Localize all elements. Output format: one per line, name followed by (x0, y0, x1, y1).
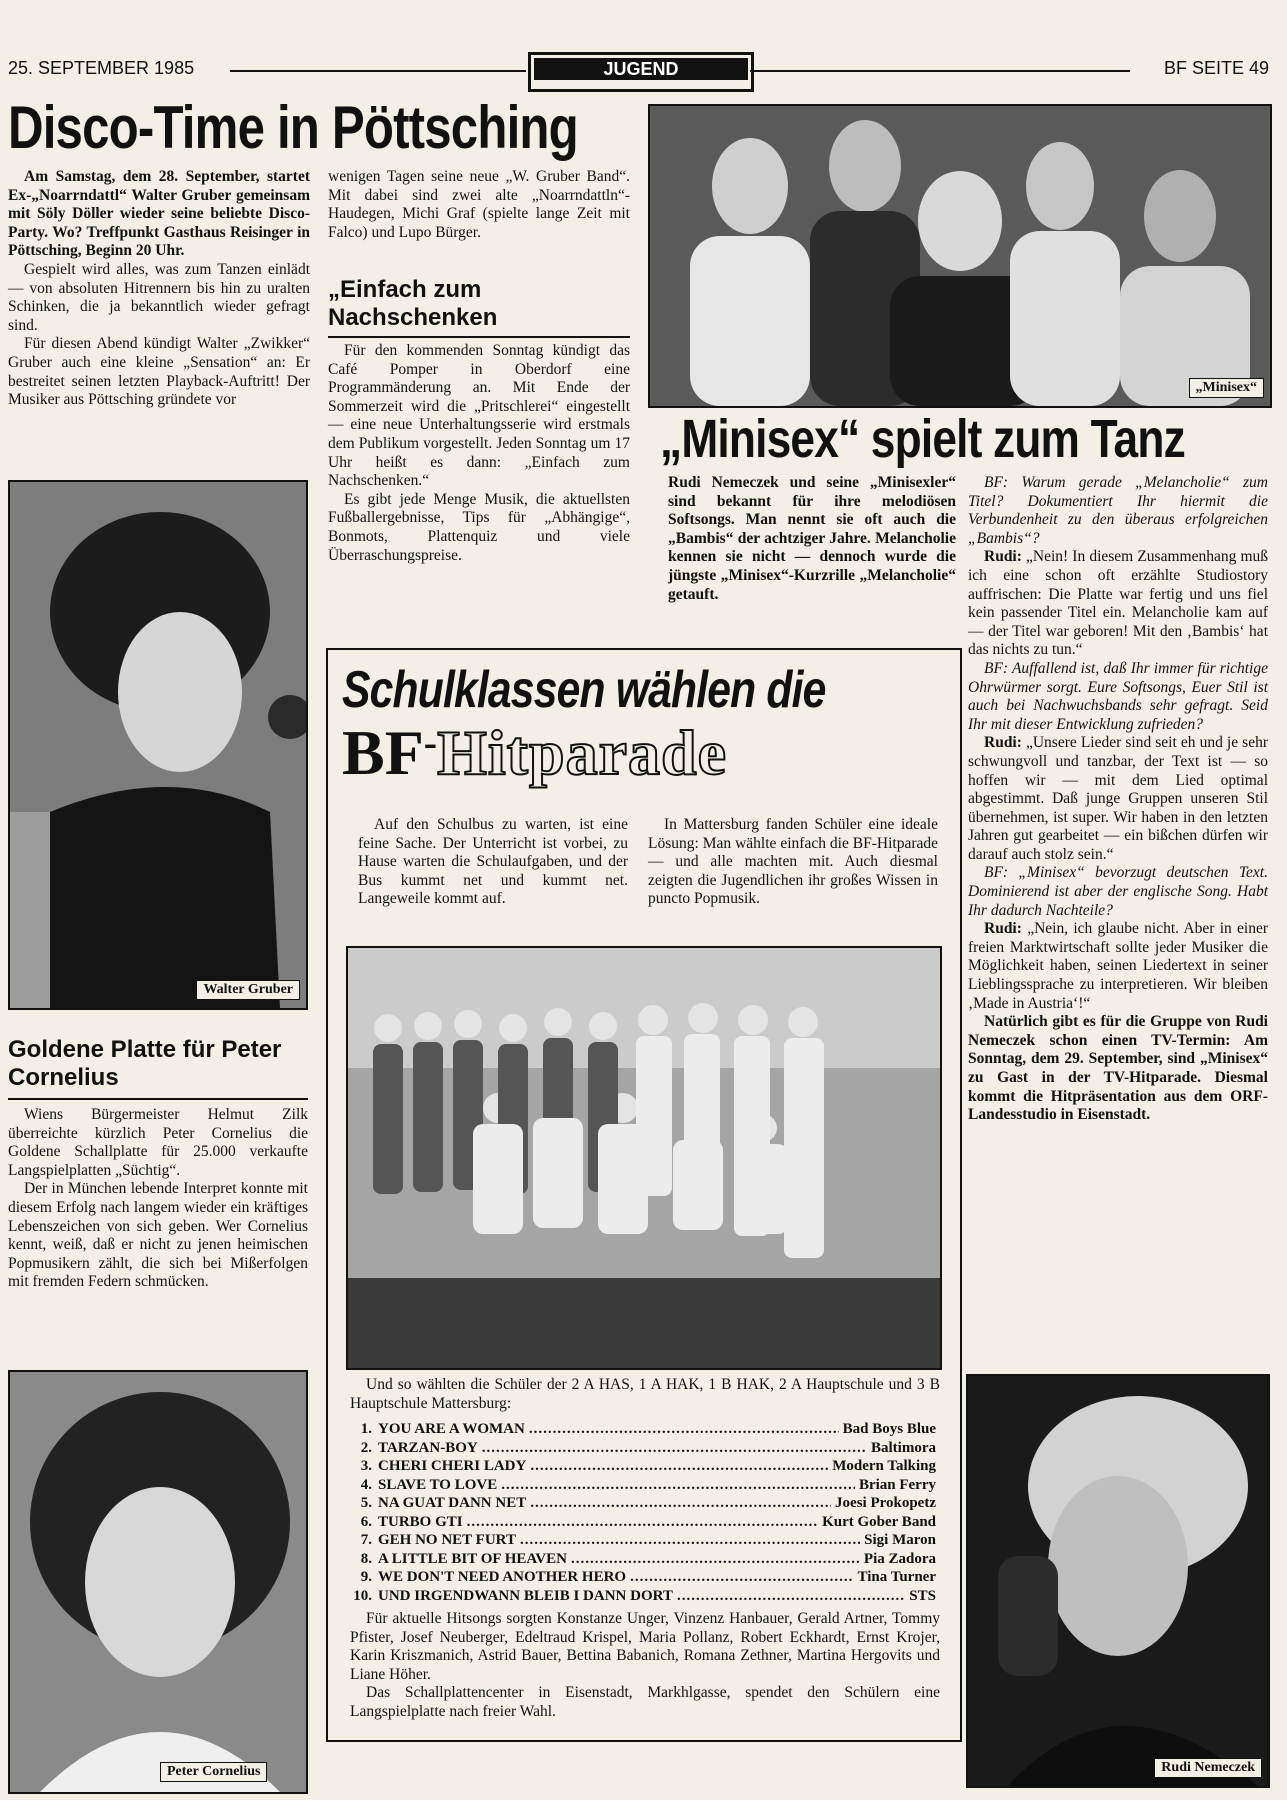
chart-artist: Pia Zadora (863, 1550, 936, 1567)
bf-logo-dash: - (423, 720, 438, 765)
chart-entry (350, 1420, 936, 1439)
peter-cornelius-caption: Peter Cornelius (160, 1762, 267, 1782)
hitparade-intro-col1 (358, 816, 628, 909)
interview-question-2: BF: Auffallend ist, daß Ihr immer für richtige Ohrwürmer sorgt. Eure Softsongs, Euer Stil ist auch bei Nachwuchsbands sehr gefragt. Seid Ihr mit dieser Entwicklung zufrieden? (968, 659, 1268, 733)
rudi-nemeczek-photo (966, 1374, 1270, 1788)
chart-artist: Kurt Gober Band (822, 1513, 936, 1530)
page-number: BF SEITE 49 (1163, 58, 1269, 78)
hitparade-credits: Für aktuelle Hitsongs sorgten Konstanze Unger, Vinzenz Hanbauer, Gerald Artner, Tommy Pfister, Josef Neuberger, Edeltraud Krispel, Maria Pollanz, Robert Eckhardt, Ernst Krojer, Karin Kriszmanich, Astrid Bauer, Bettina Babanich, Romana Zethner, Martina Hergovits und Liane Höher. (350, 1610, 940, 1683)
chart-rank: 10. (353, 1587, 372, 1604)
minisex-lead-column (668, 474, 956, 604)
chart-rank: 6. (360, 1513, 372, 1530)
chart-leader-dots (571, 1550, 860, 1569)
chart-artist: Sigi Maron (864, 1532, 936, 1548)
chart-rank: 9. (360, 1569, 372, 1585)
chart-rank: 5. (360, 1495, 372, 1511)
chart-entry (350, 1476, 936, 1495)
interview-question-1: BF: Warum gerade „Melancholie“ zum Titel? Dokumentiert Ihr hiermit die Verbundenheit zu den überaus erfolgreichen „Bambis“? (968, 474, 1268, 547)
chart-artist: Brian Ferry (858, 1476, 936, 1493)
chart-song-title: TURBO GTI (378, 1513, 463, 1530)
chart-entry (350, 1587, 936, 1606)
issue-date: 25. SEPTEMBER 1985 (8, 58, 195, 78)
chart-song-title: NA GUAT DANN NET (378, 1495, 527, 1511)
hitparade-sponsor: Das Schallplattencenter in Eisenstadt, Markhlgasse, spendet den Schülern eine Langspielplatte nach freier Wahl. (350, 1684, 940, 1720)
interview-answer-3: „Nein, ich glaube nicht. Aber in einer freien Marktwirtschaft sollte jeder Musiker die Möglichkeit haben, seinen Liedertext in seiner Lieblingssprache zu interpretieren. Wir bleiben ‚Made in Austria‘!“ (968, 920, 1269, 1012)
chart-artist: Tina Turner (857, 1569, 936, 1585)
cornelius-paragraph-1: Wiens Bürgermeister Helmut Zilk überreichte kürzlich Peter Cornelius die Goldene Schallplatte für 25.000 verkaufte Langspielplatten „Süchtig“. (8, 1106, 308, 1179)
band-silhouettes (650, 106, 1270, 406)
chart-rank: 3. (360, 1458, 372, 1474)
hitparade-box (326, 648, 962, 1742)
chart-entry (350, 1494, 936, 1513)
interview-answer-2: „Unsere Lieder sind seit eh und je sehr schwungvoll und tanzbar, der Text ist — so hoffen wir — mit dem Lied optimal abgestimmt. Daß junge Gruppen unseren Stil übernehmen, ist super. Wir haben in den letzten Jahren gut gearbeitet — ein bißchen dürfen wir darauf auch stolz sein.“ (968, 734, 1268, 863)
interview-speaker: Rudi: (984, 548, 1022, 566)
chart-song-title: YOU ARE A WOMAN (378, 1421, 525, 1437)
singer-silhouette (10, 482, 306, 1008)
hitparade-chart (350, 1420, 936, 1605)
chart-leader-dots (482, 1439, 867, 1458)
chart-entry (350, 1457, 936, 1476)
rudi-nemeczek-caption: Rudi Nemeczek (1154, 1758, 1262, 1778)
chart-artist: STS (909, 1587, 936, 1604)
pomper-article (328, 342, 630, 565)
chart-rank: 4. (360, 1476, 372, 1493)
chart-song-title: WE DON'T NEED ANOTHER HERO (378, 1569, 627, 1585)
pomper-paragraph-1: Für den kommenden Sonntag kündigt das Café Pomper in Oberdorf eine Programmänderung an. Mit Ende der Sommerzeit wird die „Pritschlerei“ eingestellt — eine neue Unterhaltungsserie wird erstmals dem Publikum vorgestellt. Jeden Sonntag um 17 Uhr heißt es dann: „Einfach zum Nachschenken.“ (328, 342, 630, 490)
interview-speaker: Rudi: (984, 920, 1022, 938)
bf-logo-text: BF (342, 717, 424, 788)
chart-leader-dots (520, 1531, 860, 1550)
portrait-silhouette (10, 1372, 306, 1792)
chart-leader-dots (467, 1513, 818, 1532)
disco-paragraph-3: wenigen Tagen seine neue „W. Gruber Band“. Mit dabei sind zwei alte „Noarrndattln“-Haudegen, Michi Graf (spielte lange Zeit mit Falco) und Lupo Bürger. (328, 168, 630, 241)
hitparade-intro-col2 (648, 816, 938, 909)
header-rule-left (230, 70, 526, 72)
school-class-photo (346, 946, 942, 1370)
chart-rank: 8. (360, 1550, 372, 1567)
chart-song-title: GEH NO NET FURT (378, 1532, 516, 1548)
minisex-band-photo (648, 104, 1272, 408)
walter-gruber-photo (8, 480, 308, 1010)
interview-question-3: BF: „Minisex“ bevorzugt deutschen Text. Dominierend ist aber der englische Song. Habt Ihr dadurch Nachteile? (968, 864, 1268, 919)
chart-song-title: CHERI CHERI LADY (378, 1458, 527, 1474)
hitparade-text-2: In Mattersburg fanden Schüler eine ideale Lösung: Man wählte einfach die BF-Hitparade — und alle machten mit. Auch diesmal zeigten die Jugendlichen ihr großes Wissen in puncto Popmusik. (648, 816, 938, 908)
header-rule-right (750, 70, 1130, 72)
section-label: JUGEND (528, 52, 754, 92)
cornelius-headline: Goldene Platte für Peter Cornelius (8, 1036, 282, 1091)
cornelius-article (8, 1106, 308, 1292)
cornelius-paragraph-2: Der in München lebende Interpret konnte mit diesem Erfolg nach langem wieder ein kräftiges Lebenszeichen von sich geben. Wer Cornelius kennt, weiß, daß er nicht zu jenen heimischen Popmusikern zählt, die sich bei Mißerfolgen mit fremden Federn schmücken. (8, 1180, 308, 1291)
minisex-photo-caption: „Minisex“ (1189, 378, 1264, 398)
page-header (0, 52, 1287, 92)
chart-leader-dots (501, 1476, 855, 1495)
hitparade-headline: Schulklassen wählen die (342, 661, 826, 719)
singer-portrait (968, 1376, 1268, 1786)
chart-rank: 7. (360, 1532, 372, 1548)
disco-article-col2 (328, 168, 630, 242)
chart-leader-dots (677, 1587, 905, 1606)
cornelius-rule (8, 1098, 308, 1100)
chart-rank: 1. (360, 1421, 372, 1437)
chart-leader-dots (530, 1457, 828, 1476)
chart-entry (350, 1439, 936, 1458)
minisex-headline: „Minisex“ spielt zum Tanz (660, 409, 1185, 469)
disco-lead: Am Samstag, dem 28. September, startet Ex-„Noarrndattl“ Walter Gruber gemeinsam mit Söly Döller wieder seine beliebte Disco-Party. Wo? Treffpunkt Gasthaus Reisinger in Pöttsching, Beginn 20 Uhr. (8, 168, 310, 260)
minisex-lead: Rudi Nemeczek und seine „Minisexler“ sind bekannt für ihre melodiösen Softsongs. Man nennt sie oft auch die „Bambis“ der achtziger Jahre. Melancholie kennen sie nicht — dennoch wurde die jüngste „Minisex“-Kurzrille „Melancholie“ getauft. (668, 474, 956, 603)
walter-gruber-caption: Walter Gruber (196, 980, 300, 1000)
chart-song-title: A LITTLE BIT OF HEAVEN (378, 1550, 567, 1567)
hitparade-credits-block (350, 1610, 940, 1722)
interview-speaker: Rudi: (984, 734, 1022, 752)
disco-article-col1 (8, 168, 310, 410)
chart-artist: Bad Boys Blue (842, 1421, 936, 1437)
hitparade-logo (342, 716, 727, 790)
hitparade-logo-text: Hitparade (437, 717, 727, 788)
interview-answer-1: „Nein! In diesem Zusammenhang muß ich eine schon oft erzählte Studiostory auffrischen: Die Platte war fertig und uns fiel kein passender Titel ein. Melancholie kam auf — der Titel war geboren! Mit den ‚Bambis‘ hat das nichts zu tun.“ (968, 548, 1268, 659)
chart-artist: Modern Talking (832, 1458, 936, 1474)
chart-leader-dots (529, 1420, 839, 1439)
chart-song-title: SLAVE TO LOVE (378, 1476, 498, 1493)
pomper-headline: „Einfach zum Nachschenken (328, 276, 498, 331)
minisex-closing: Natürlich gibt es für die Gruppe von Rudi Nemeczek schon einen TV-Termin: Am Sonntag, dem 29. September, sind „Minisex“ zu Gast in der TV-Hitparade. Diesmal kommt die Hitpräsentation aus dem ORF-Landesstudio in Eisenstadt. (968, 1013, 1268, 1124)
hitparade-classes: Und so wählten die Schüler der 2 A HAS, 1 A HAK, 1 B HAK, 2 A Hauptschule und 3 B Hauptschule Mattersburg: (350, 1376, 940, 1412)
disco-paragraph-1: Gespielt wird alles, was zum Tanzen einlädt — von absoluten Hitrennern bis hin zu uralten Schinken, die ja bekanntlich wieder gefragt sind. (8, 260, 310, 334)
pomper-rule (328, 336, 630, 338)
chart-entry (350, 1568, 936, 1587)
chart-entry (350, 1550, 936, 1569)
minisex-interview-column (968, 474, 1268, 1125)
chart-leader-dots (630, 1568, 853, 1587)
disco-headline: Disco-Time in Pöttsching (8, 94, 578, 161)
chart-artist: Joesi Prokopetz (835, 1495, 936, 1511)
hitparade-text-1: Auf den Schulbus zu warten, ist eine feine Sache. Der Unterricht ist vorbei, zu Hause warten die Schulaufgaben, und der Bus kummt net und kummt net. Langeweile kommt auf. (358, 816, 628, 908)
chart-rank: 2. (360, 1439, 372, 1456)
chart-leader-dots (530, 1494, 831, 1513)
disco-paragraph-2: Für diesen Abend kündigt Walter „Zwikker“ Gruber auch eine kleine „Sensation“ an: Er bestreitet seinen letzten Playback-Auftritt! Der Musiker aus Pöttsching gründete vor (8, 335, 310, 409)
chart-song-title: TARZAN-BOY (378, 1439, 478, 1456)
hitparade-vote-intro (350, 1376, 940, 1413)
chart-artist: Baltimora (871, 1439, 936, 1456)
chart-entry (350, 1513, 936, 1532)
chart-song-title: UND IRGENDWANN BLEIB I DANN DORT (378, 1587, 673, 1604)
pomper-paragraph-2: Es gibt jede Menge Musik, die aktuellsten Fußballergebnisse, Tips für „Abhängige“, Bonmots, Plattenquiz und viele Überraschungspreise. (328, 490, 630, 564)
peter-cornelius-photo (8, 1370, 308, 1794)
chart-entry (350, 1531, 936, 1550)
students-group (348, 948, 940, 1368)
